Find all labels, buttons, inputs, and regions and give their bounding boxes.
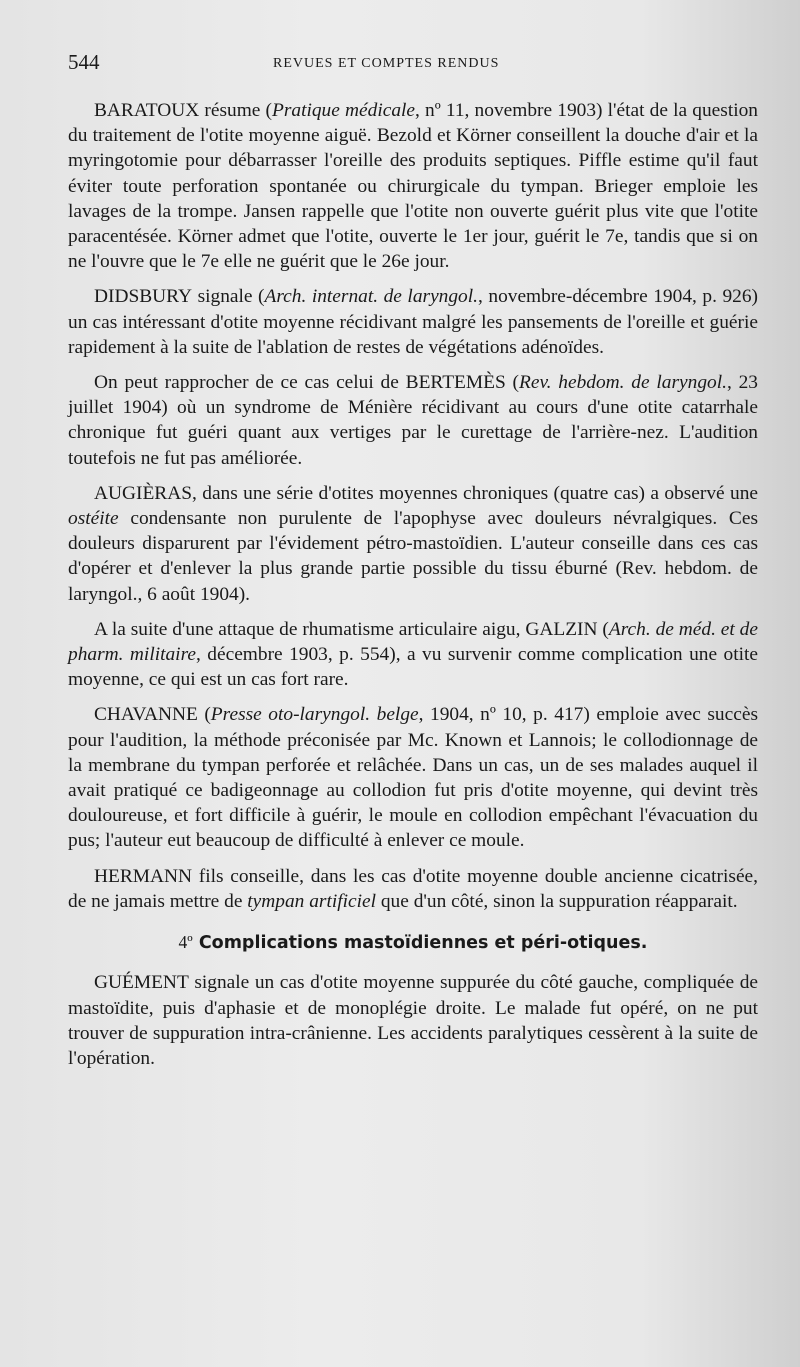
paragraph-text: A la suite d'une attaque de rhumatisme articulaire aigu, (94, 618, 526, 640)
author-name: AUGIÈRAS (94, 482, 193, 504)
emphasis: ostéite (68, 508, 119, 530)
author-name: BARATOUX (94, 100, 200, 121)
paragraph-text: que d'un côté, sinon la suppuration réapparait. (376, 890, 738, 912)
paragraph-text: On peut rapprocher de ce cas celui de (94, 372, 406, 394)
paragraph-text: , nº 11, novembre 1903) l'état de la question du traitement de l'otite moyenne aiguë. Bezold et Körner conseillent la douche d'air et la myringotomie pour débarrasser l'oreille des produits septiques. Piffle estime qu'il faut éviter toute perforation spontanée ou chirurgicale du tympan. Brieger emploie les lavages de la trompe. Jansen rappelle que l'otite non ouverte guérit plus vite que l'otite paracentésée. Körner admet que l'otite, ouverte le 1er jour, guérit le 7e, tandis que si on ne l'ouvre que le 7e elle ne guérit que le 26e jour. (68, 100, 758, 273)
paragraph-didsbury (68, 284, 758, 360)
source-title: Rev. hebdom. de laryngol. (519, 372, 727, 394)
running-head (68, 50, 752, 80)
paragraph-text: signale ( (192, 286, 265, 308)
author-name: CHAVANNE (94, 704, 198, 726)
paragraph-baratoux (68, 98, 758, 274)
paragraph-text: résume ( (199, 100, 272, 121)
paragraph-text: ( (197, 704, 211, 726)
emphasis: tympan artificiel (247, 890, 377, 912)
text-body (68, 98, 758, 1081)
section-number: 4º (178, 932, 193, 953)
paragraph-text: , 23 juillet 1904) où un syndrome de Ménière récidivant au cours d'une otite catarrhale chronique fut guéri quant aux vertiges par le curettage de l'arrière-nez. L'audition toutefois ne fut pas améliorée. (68, 372, 758, 469)
author-name: GALZIN (525, 618, 598, 640)
paragraph-text: , décembre 1903, p. 554), a vu survenir comme complication une otite moyenne, ce qui est un cas fort rare. (68, 644, 758, 691)
paragraph-chavanne (68, 702, 758, 853)
paragraph-text: ( (597, 618, 609, 640)
source-title: Arch. internat. de laryngol. (264, 286, 478, 308)
paragraph-galzin (68, 617, 758, 693)
paragraph-text: signale un cas d'otite moyenne suppurée du côté gauche, compliquée de mastoïdite, puis d'aphasie et de monoplégie droite. Le malade fut opéré, on ne put trouver de suppuration intra-crânienne. Les accidents paralytiques cessèrent à la suite de l'opération. (68, 972, 758, 1069)
paragraph-bertemes (68, 370, 758, 471)
paragraph-guement (68, 970, 758, 1071)
paragraph-text: , dans une série d'otites moyennes chroniques (quatre cas) a observé une (192, 482, 758, 504)
author-name: BERTEMÈS (405, 372, 506, 394)
author-name: GUÉMENT (94, 972, 189, 994)
section-title: Complications mastoïdiennes et péri-otiques. (198, 933, 648, 954)
paragraph-text: fils conseille, dans les cas d'otite moyenne double ancienne cicatrisée, de ne jamais mettre de (68, 865, 758, 912)
paragraph-text: , 1904, nº 10, p. 417) emploie avec succès pour l'audition, la méthode préconisée par Mc. Known et Lannois; le collodionnage de la membrane du tympan perforée et relâchée. Dans un cas, un de ses malades auquel il avait pratiqué ce badigeonnage au collodion fut pris d'otite moyenne, qui devint très douloureuse, et fort difficile à guérir, le moule en collodion empêchant l'évacuation du pus; l'auteur eut beaucoup de difficulté à enlever ce moule. (68, 704, 758, 852)
paragraph-hermann (68, 864, 758, 914)
running-title: REVUES ET COMPTES RENDUS (273, 56, 500, 71)
paragraph-augieras (68, 481, 758, 607)
author-name: DIDSBURY (94, 286, 193, 308)
paragraph-text: , novembre-décembre 1904, p. 926) un cas intéressant d'otite moyenne récidivant malgré les pansements de l'oreille et guérie rapidement à la suite de l'ablation de restes de végétations adénoïdes. (68, 286, 758, 358)
source-title: Pratique médicale (272, 100, 416, 121)
source-title: Arch. de méd. et de pharm. militaire (68, 618, 758, 666)
section-heading (68, 930, 758, 956)
paragraph-text: condensante non purulente de l'apophyse avec douleurs névralgiques. Ces douleurs disparurent par l'évidement pétro-mastoïdien. L'auteur conseille dans ces cas d'opérer et d'enlever la plus grande partie possible du tissu éburné (Rev. hebdom. de laryngol., 6 août 1904). (68, 508, 758, 605)
source-title: Presse oto-laryngol. belge (210, 704, 419, 726)
author-name: HERMANN (94, 865, 193, 887)
paragraph-text: ( (505, 372, 520, 394)
page-number: 544 (68, 50, 100, 74)
